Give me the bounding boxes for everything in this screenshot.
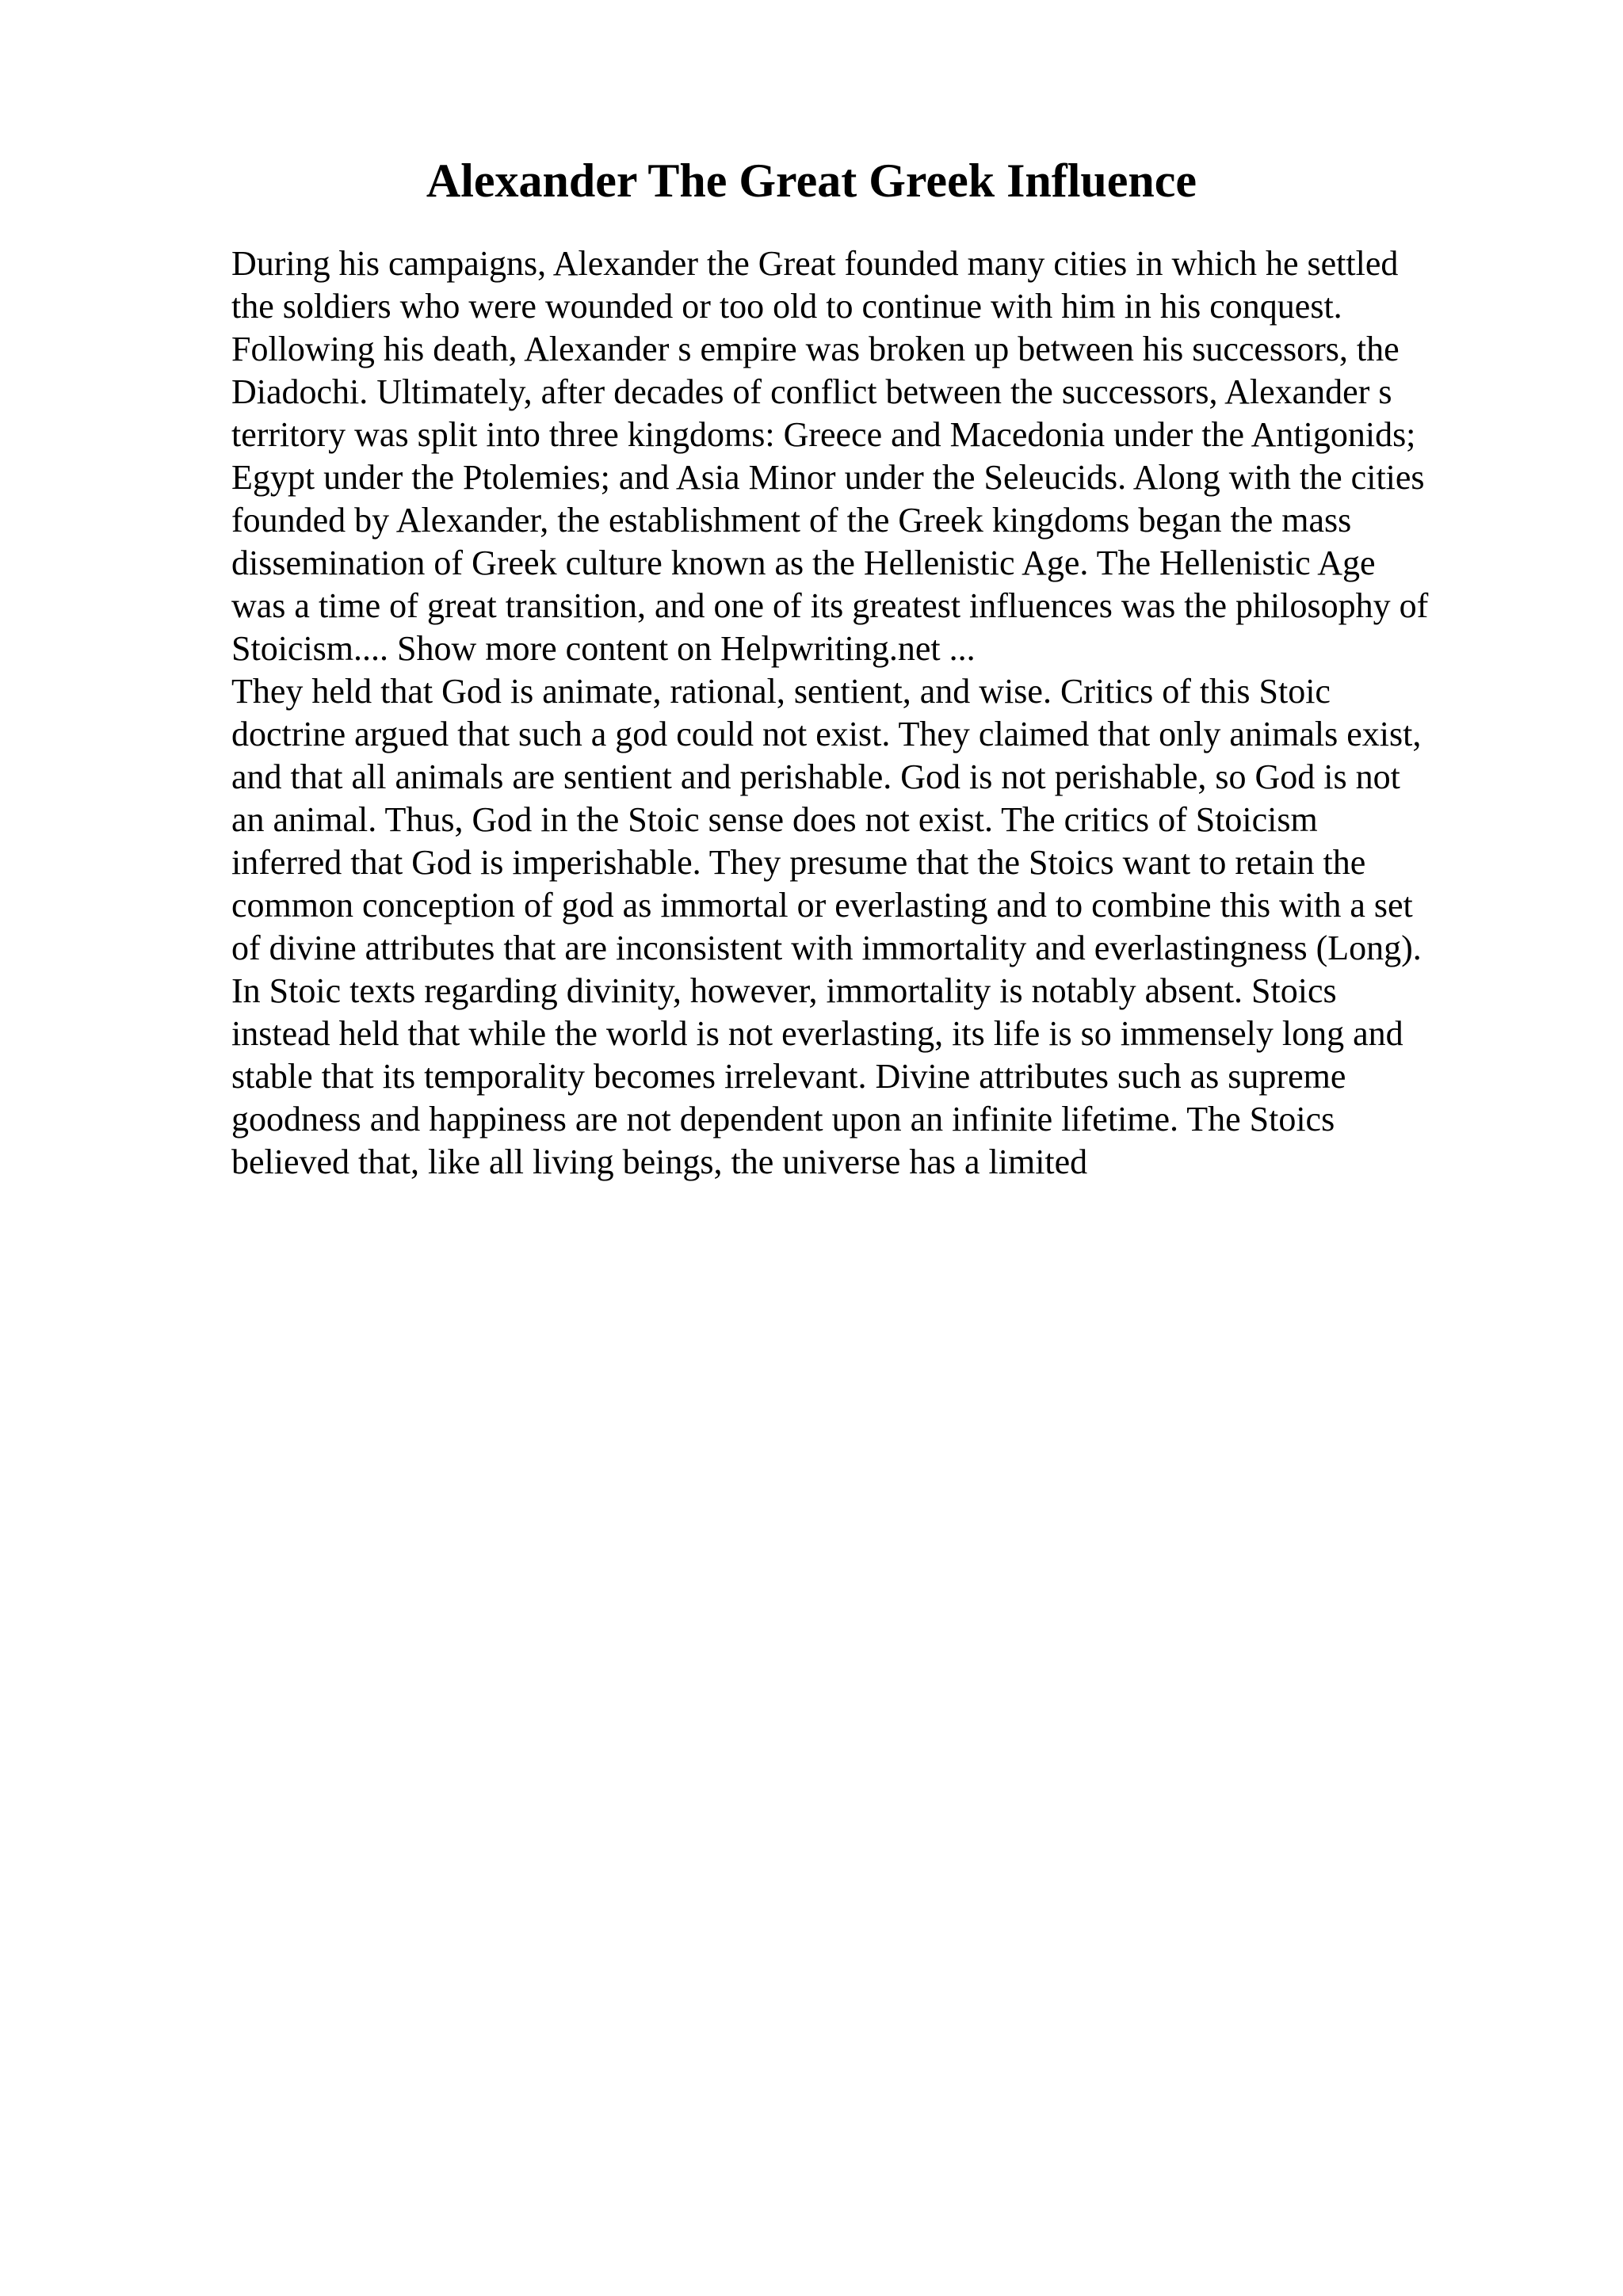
body-line: of divine attributes that are inconsistent with immortality and everlastingness (Long). xyxy=(231,929,1422,967)
body-line: During his campaigns, Alexander the Great founded many cities in which he settled xyxy=(231,244,1399,283)
body-line: They held that God is animate, rational, sentient, and wise. Critics of this Stoic xyxy=(231,672,1331,711)
body-line: dissemination of Greek culture known as the Hellenistic Age. The Hellenistic Age xyxy=(231,543,1376,582)
body-line: Following his death, Alexander s empire was broken up between his successors, the xyxy=(231,330,1400,368)
body-line: Diadochi. Ultimately, after decades of conflict between the successors, Alexander s xyxy=(231,372,1392,411)
body-line: instead held that while the world is not everlasting, its life is so immensely long and xyxy=(231,1014,1403,1053)
document-body xyxy=(231,242,1594,1184)
body-line: goodness and happiness are not dependent upon an infinite lifetime. The Stoics xyxy=(231,1100,1335,1138)
body-line: Stoicism.... Show more content on Helpwriting.net ... xyxy=(231,629,976,668)
body-line: believed that, like all living beings, the universe has a limited xyxy=(231,1142,1088,1181)
body-line: Egypt under the Ptolemies; and Asia Minor under the Seleucids. Along with the cities xyxy=(231,458,1425,497)
document-title: Alexander The Great Greek Influence xyxy=(426,154,1197,207)
body-line: In Stoic texts regarding divinity, however, immortality is notably absent. Stoics xyxy=(231,971,1337,1010)
body-line: inferred that God is imperishable. They presume that the Stoics want to retain the xyxy=(231,843,1366,882)
body-line: an animal. Thus, God in the Stoic sense does not exist. The critics of Stoicism xyxy=(231,800,1318,839)
body-line: the soldiers who were wounded or too old to continue with him in his conquest. xyxy=(231,287,1342,326)
body-line: territory was split into three kingdoms: Greece and Macedonia under the Antigonids; xyxy=(231,415,1416,454)
body-line: common conception of god as immortal or everlasting and to combine this with a set xyxy=(231,886,1413,925)
body-line: and that all animals are sentient and perishable. God is not perishable, so God is not xyxy=(231,757,1400,796)
body-line: was a time of great transition, and one of its greatest influences was the philosophy of xyxy=(231,586,1429,625)
body-line: doctrine argued that such a god could not exist. They claimed that only animals exist, xyxy=(231,715,1422,753)
body-line: founded by Alexander, the establishment of the Greek kingdoms began the mass xyxy=(231,501,1352,540)
body-line: stable that its temporality becomes irrelevant. Divine attributes such as supreme xyxy=(231,1057,1346,1096)
